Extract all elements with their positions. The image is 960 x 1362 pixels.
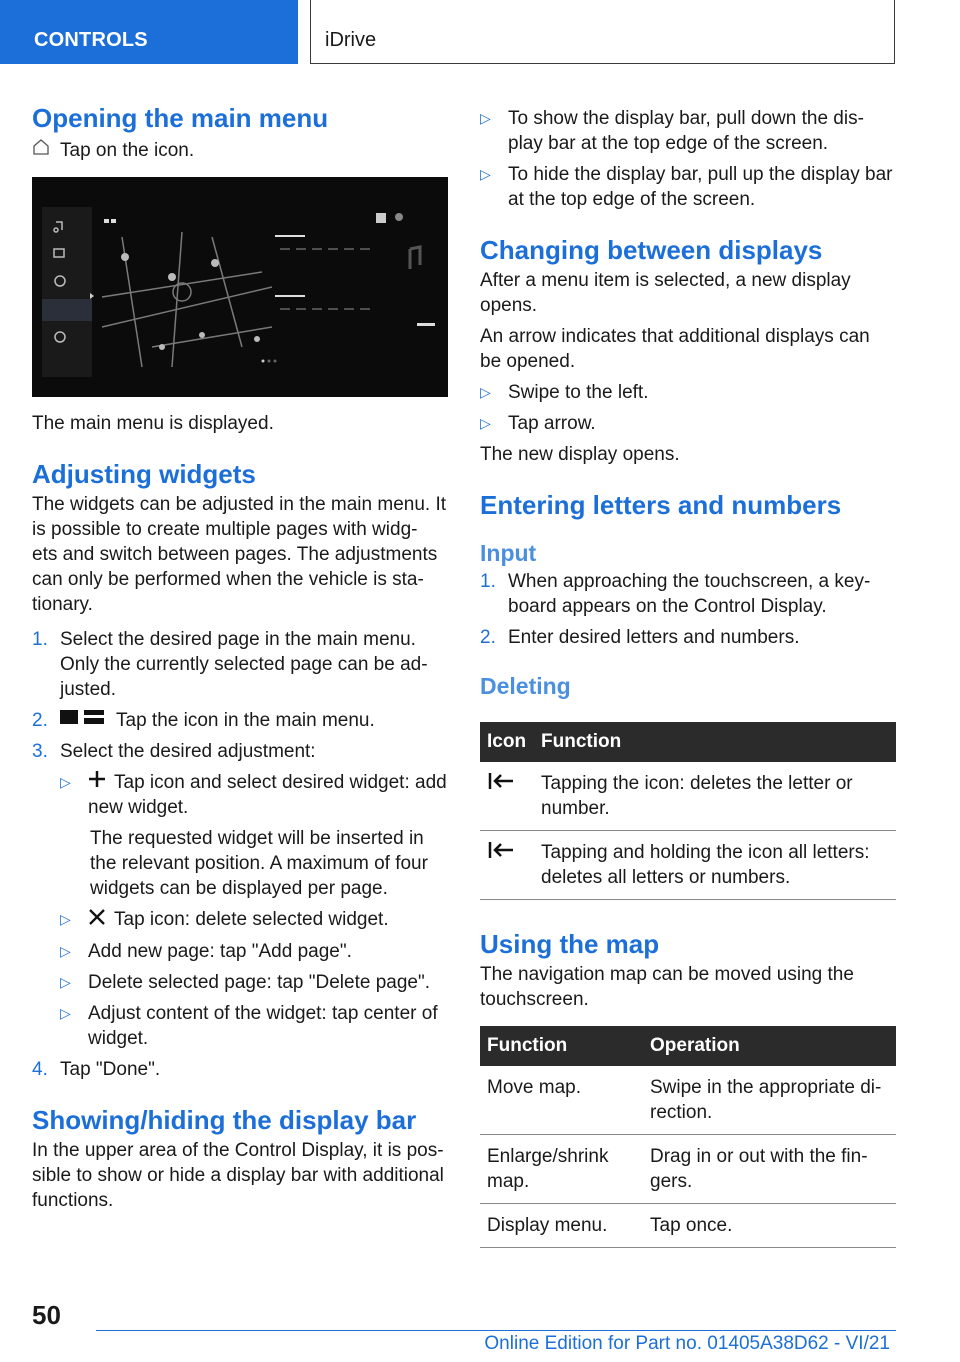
bullet-swipe [480, 380, 896, 405]
table-header: Icon [480, 722, 534, 762]
step-3 [32, 739, 448, 764]
display-bar-intro: In the upper area of the Control Display, it is pos‐ sible to show or hide a display bar with additional functions. [32, 1139, 444, 1211]
step-text: Select the desired adjustment: [60, 741, 316, 762]
step-number: 1. [32, 629, 48, 650]
heading-changing-displays: Changing between displays [480, 235, 823, 265]
changing-p1: After a menu item is selected, a new display opens. [480, 270, 851, 316]
map-intro: The navigation map can be moved using the touchscreen. [480, 964, 854, 1010]
bullet-triangle-icon: ▷ [480, 415, 491, 431]
bullet-triangle-icon: ▷ [480, 110, 491, 126]
table-header: Function [480, 1026, 643, 1066]
table-header: Function [534, 722, 896, 762]
backspace-icon [480, 831, 534, 900]
home-icon [32, 138, 60, 163]
table-row [480, 1066, 896, 1135]
menu-displayed-text: The main menu is displayed. [32, 413, 274, 434]
topic-tab: iDrive [310, 0, 895, 64]
bullet-triangle-icon: ▷ [60, 774, 71, 790]
bullet-text: Swipe to the left. [508, 382, 649, 403]
map-table [480, 1026, 896, 1248]
bullet-show-bar [480, 106, 896, 156]
table-cell: Tapping the icon: deletes the letter or number. [534, 762, 896, 831]
sub-add-page [32, 939, 448, 964]
table-cell: Tap once. [643, 1204, 896, 1248]
sub-text: Delete selected page: tap "Delete page". [88, 971, 430, 993]
heading-input: Input [480, 540, 537, 566]
step-text: Select the desired page in the main menu. Only the currently selected page can be ad‐ justed. [60, 629, 428, 700]
step-number: 2. [480, 627, 496, 648]
heading-deleting: Deleting [480, 673, 571, 699]
close-icon [88, 908, 106, 933]
heading-opening-main-menu: Opening the main menu [32, 103, 329, 133]
sub-text: Tap icon: delete selected widget. [114, 909, 389, 931]
table-cell: Move map. [480, 1066, 643, 1135]
sub-add-widget [32, 770, 448, 820]
table-cell: Tapping and holding the icon all letters: deletes all letters or numbers. [534, 831, 896, 900]
bullet-text: To show the display bar, pull down the dis‐ play bar at the top edge of the screen. [508, 108, 864, 154]
page-number: 50 [32, 1300, 61, 1330]
widget-edit-icon [60, 708, 106, 733]
widgets-intro: The widgets can be adjusted in the main menu. It is possible to create multiple pages with widg‐ ets and switch between pages. The adjustments can only be performed when the vehicle is sta‐ tionary. [32, 494, 447, 615]
sub-text: Adjust content of the widget: tap center of widget. [88, 1002, 438, 1049]
table-row [480, 1135, 896, 1204]
step-1 [32, 627, 448, 702]
edition-text: Online Edition for Part no. 01405A38D62 - VI/21 [484, 1333, 890, 1354]
bullet-triangle-icon: ▷ [60, 911, 71, 928]
backspace-icon [480, 762, 534, 831]
heading-using-map: Using the map [480, 929, 660, 959]
table-row [480, 1204, 896, 1248]
bullet-text: Tap arrow. [508, 413, 596, 434]
sub-delete-widget [32, 907, 448, 932]
tap-icon-text: Tap on the icon. [60, 140, 195, 161]
sub-text: Add new page: tap "Add page". [88, 940, 352, 962]
left-column [32, 100, 448, 1213]
bullet-triangle-icon: ▷ [60, 973, 71, 990]
table-header: Operation [643, 1026, 896, 1066]
step-text: Enter desired letters and numbers. [508, 627, 800, 648]
heading-letters-numbers: Entering letters and numbers [480, 490, 842, 520]
table-cell: Enlarge/shrink map. [480, 1135, 643, 1204]
table-row [480, 831, 896, 900]
input-step-1 [480, 569, 896, 619]
sub-delete-page [32, 970, 448, 995]
heading-display-bar: Showing/hiding the display bar [32, 1104, 417, 1135]
main-menu-screenshot [32, 177, 448, 397]
sub-text: Tap icon and select desired widget: add new widget. [88, 772, 447, 819]
section-tab: CONTROLS [0, 0, 298, 64]
plus-icon [88, 770, 106, 795]
bullet-triangle-icon: ▷ [480, 166, 491, 182]
table-cell: Display menu. [480, 1204, 643, 1248]
bullet-tap-arrow [480, 411, 896, 436]
new-display-text: The new display opens. [480, 444, 680, 465]
bullet-hide-bar [480, 162, 896, 212]
right-column [480, 100, 896, 1248]
bullet-triangle-icon: ▷ [60, 942, 71, 959]
step-4 [32, 1057, 448, 1082]
step-number: 1. [480, 571, 496, 592]
bullet-triangle-icon: ▷ [480, 384, 491, 400]
bullet-text: To hide the display bar, pull up the display bar at the top edge of the screen. [508, 164, 893, 210]
table-cell: Drag in or out with the fin‐ gers. [643, 1135, 896, 1204]
step-number: 2. [32, 710, 48, 731]
footer-divider [96, 1330, 896, 1331]
input-step-2 [480, 625, 896, 650]
step-number: 4. [32, 1058, 48, 1080]
deleting-table [480, 722, 896, 900]
step-text: Tap the icon in the main menu. [116, 710, 375, 731]
step-text: Tap "Done". [60, 1058, 161, 1080]
heading-adjusting-widgets: Adjusting widgets [32, 459, 256, 489]
table-row [480, 762, 896, 831]
add-widget-note: The requested widget will be inserted in the relevant position. A maximum of four widgets can be displayed per page. [90, 828, 428, 900]
step-text: When approaching the touchscreen, a key‐ board appears on the Control Display. [508, 571, 871, 617]
table-cell: Swipe in the appropriate di‐ rection. [643, 1066, 896, 1135]
step-2 [32, 708, 448, 733]
bullet-triangle-icon: ▷ [60, 1004, 71, 1021]
sub-adjust-content [32, 1001, 448, 1051]
changing-p2: An arrow indicates that additional displays can be opened. [480, 326, 870, 372]
step-number: 3. [32, 741, 48, 762]
